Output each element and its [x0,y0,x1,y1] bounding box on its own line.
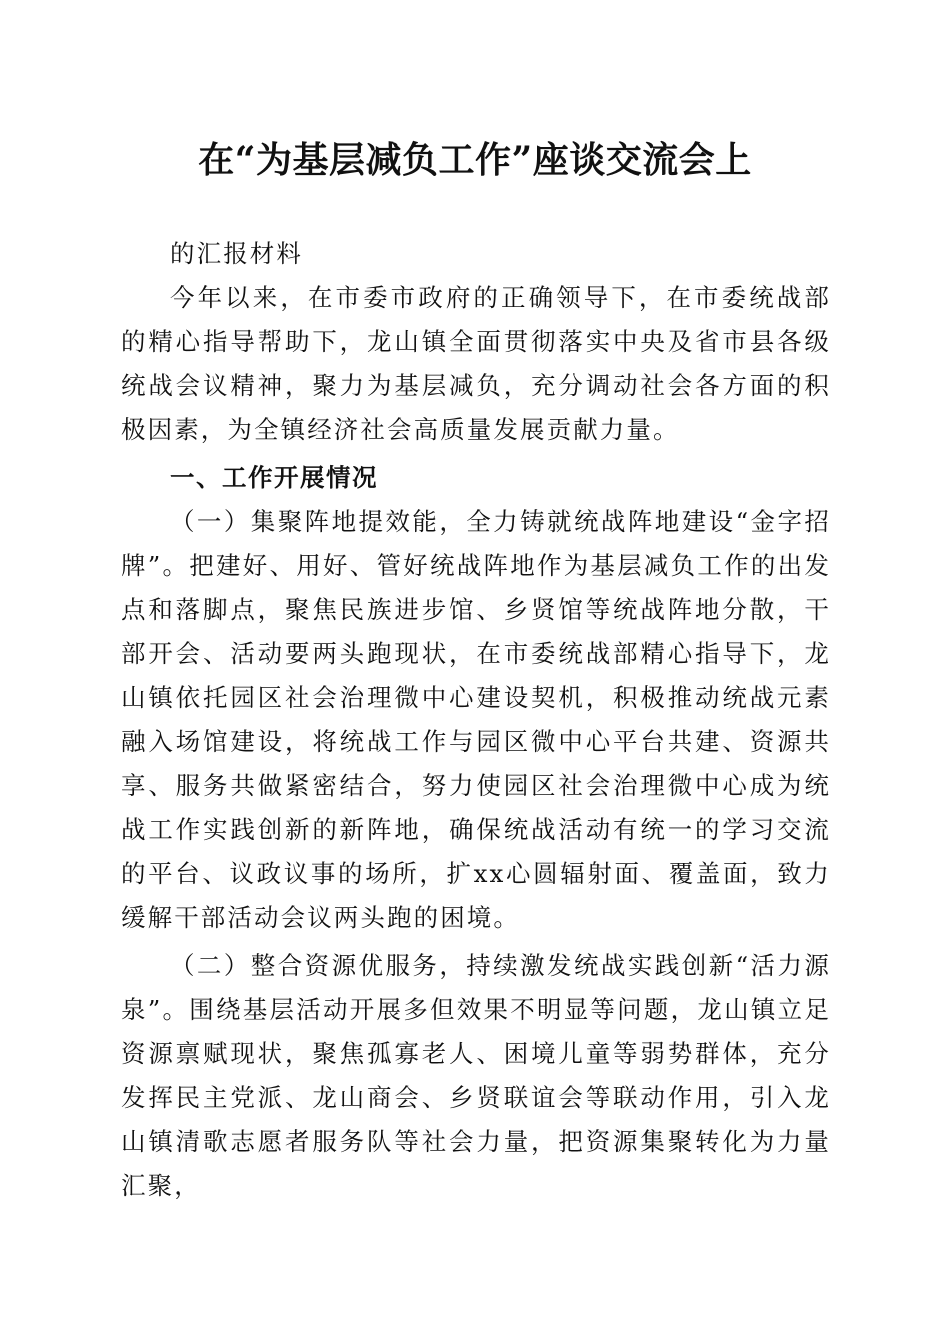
paragraph-item-2 [121,944,831,1208]
intro-paragraph: 今年以来，在市委市政府的正确领导下，在市委统战部的精心指导帮助下，龙山镇全面贯彻落实中央及省市县各级统战会议精神，聚力为基层减负，充分调动社会各方面的积极因素，为全镇经济社会高质量发展贡献力量。 [121,283,831,444]
item-1-body: 把建好、用好、管好统战阵地作为基层减负工作的出发点和落脚点，聚焦民族进步馆、乡贤馆等统战阵地分散，干部开会、活动要两头跑现状，在市委统战部精心指导下，龙山镇依托园区社会治理微中心建设契机，积极推动统战元素融入场馆建设，将统战工作与园区微中心平台共建、资源共享、服务共做紧密结合，努力使园区社会治理微中心成为统战工作实践创新的新阵地，确保统战活动有统一的学习交流的平台、议政议事的场所，扩xx心圆辐射面、覆盖面，致力缓解干部活动会议两头跑的困境。 [121,551,831,932]
item-2-body: 围绕基层活动开展多但效果不明显等问题，龙山镇立足资源禀赋现状，聚焦孤寡老人、困境儿童等弱势群体，充分发挥民主党派、龙山商会、乡贤联谊会等联动作用，引入龙山镇清歌志愿者服务队等社会力量，把资源集聚转化为力量汇聚， [121,995,831,1200]
document-title: 在“为基层减负工作”座谈交流会上 [198,139,752,181]
document-subtitle: 的汇报材料 [170,239,303,268]
item-1-lead: （一）集聚阵地提效能，全力铸就统战阵地建设“金字招牌”。 [121,507,831,580]
item-2-lead: （二）整合资源优服务，持续激发统战实践创新“活力源泉”。 [121,951,831,1024]
paragraph-item-1 [121,500,831,940]
section-heading-work-status: 一、工作开展情况 [170,463,378,492]
